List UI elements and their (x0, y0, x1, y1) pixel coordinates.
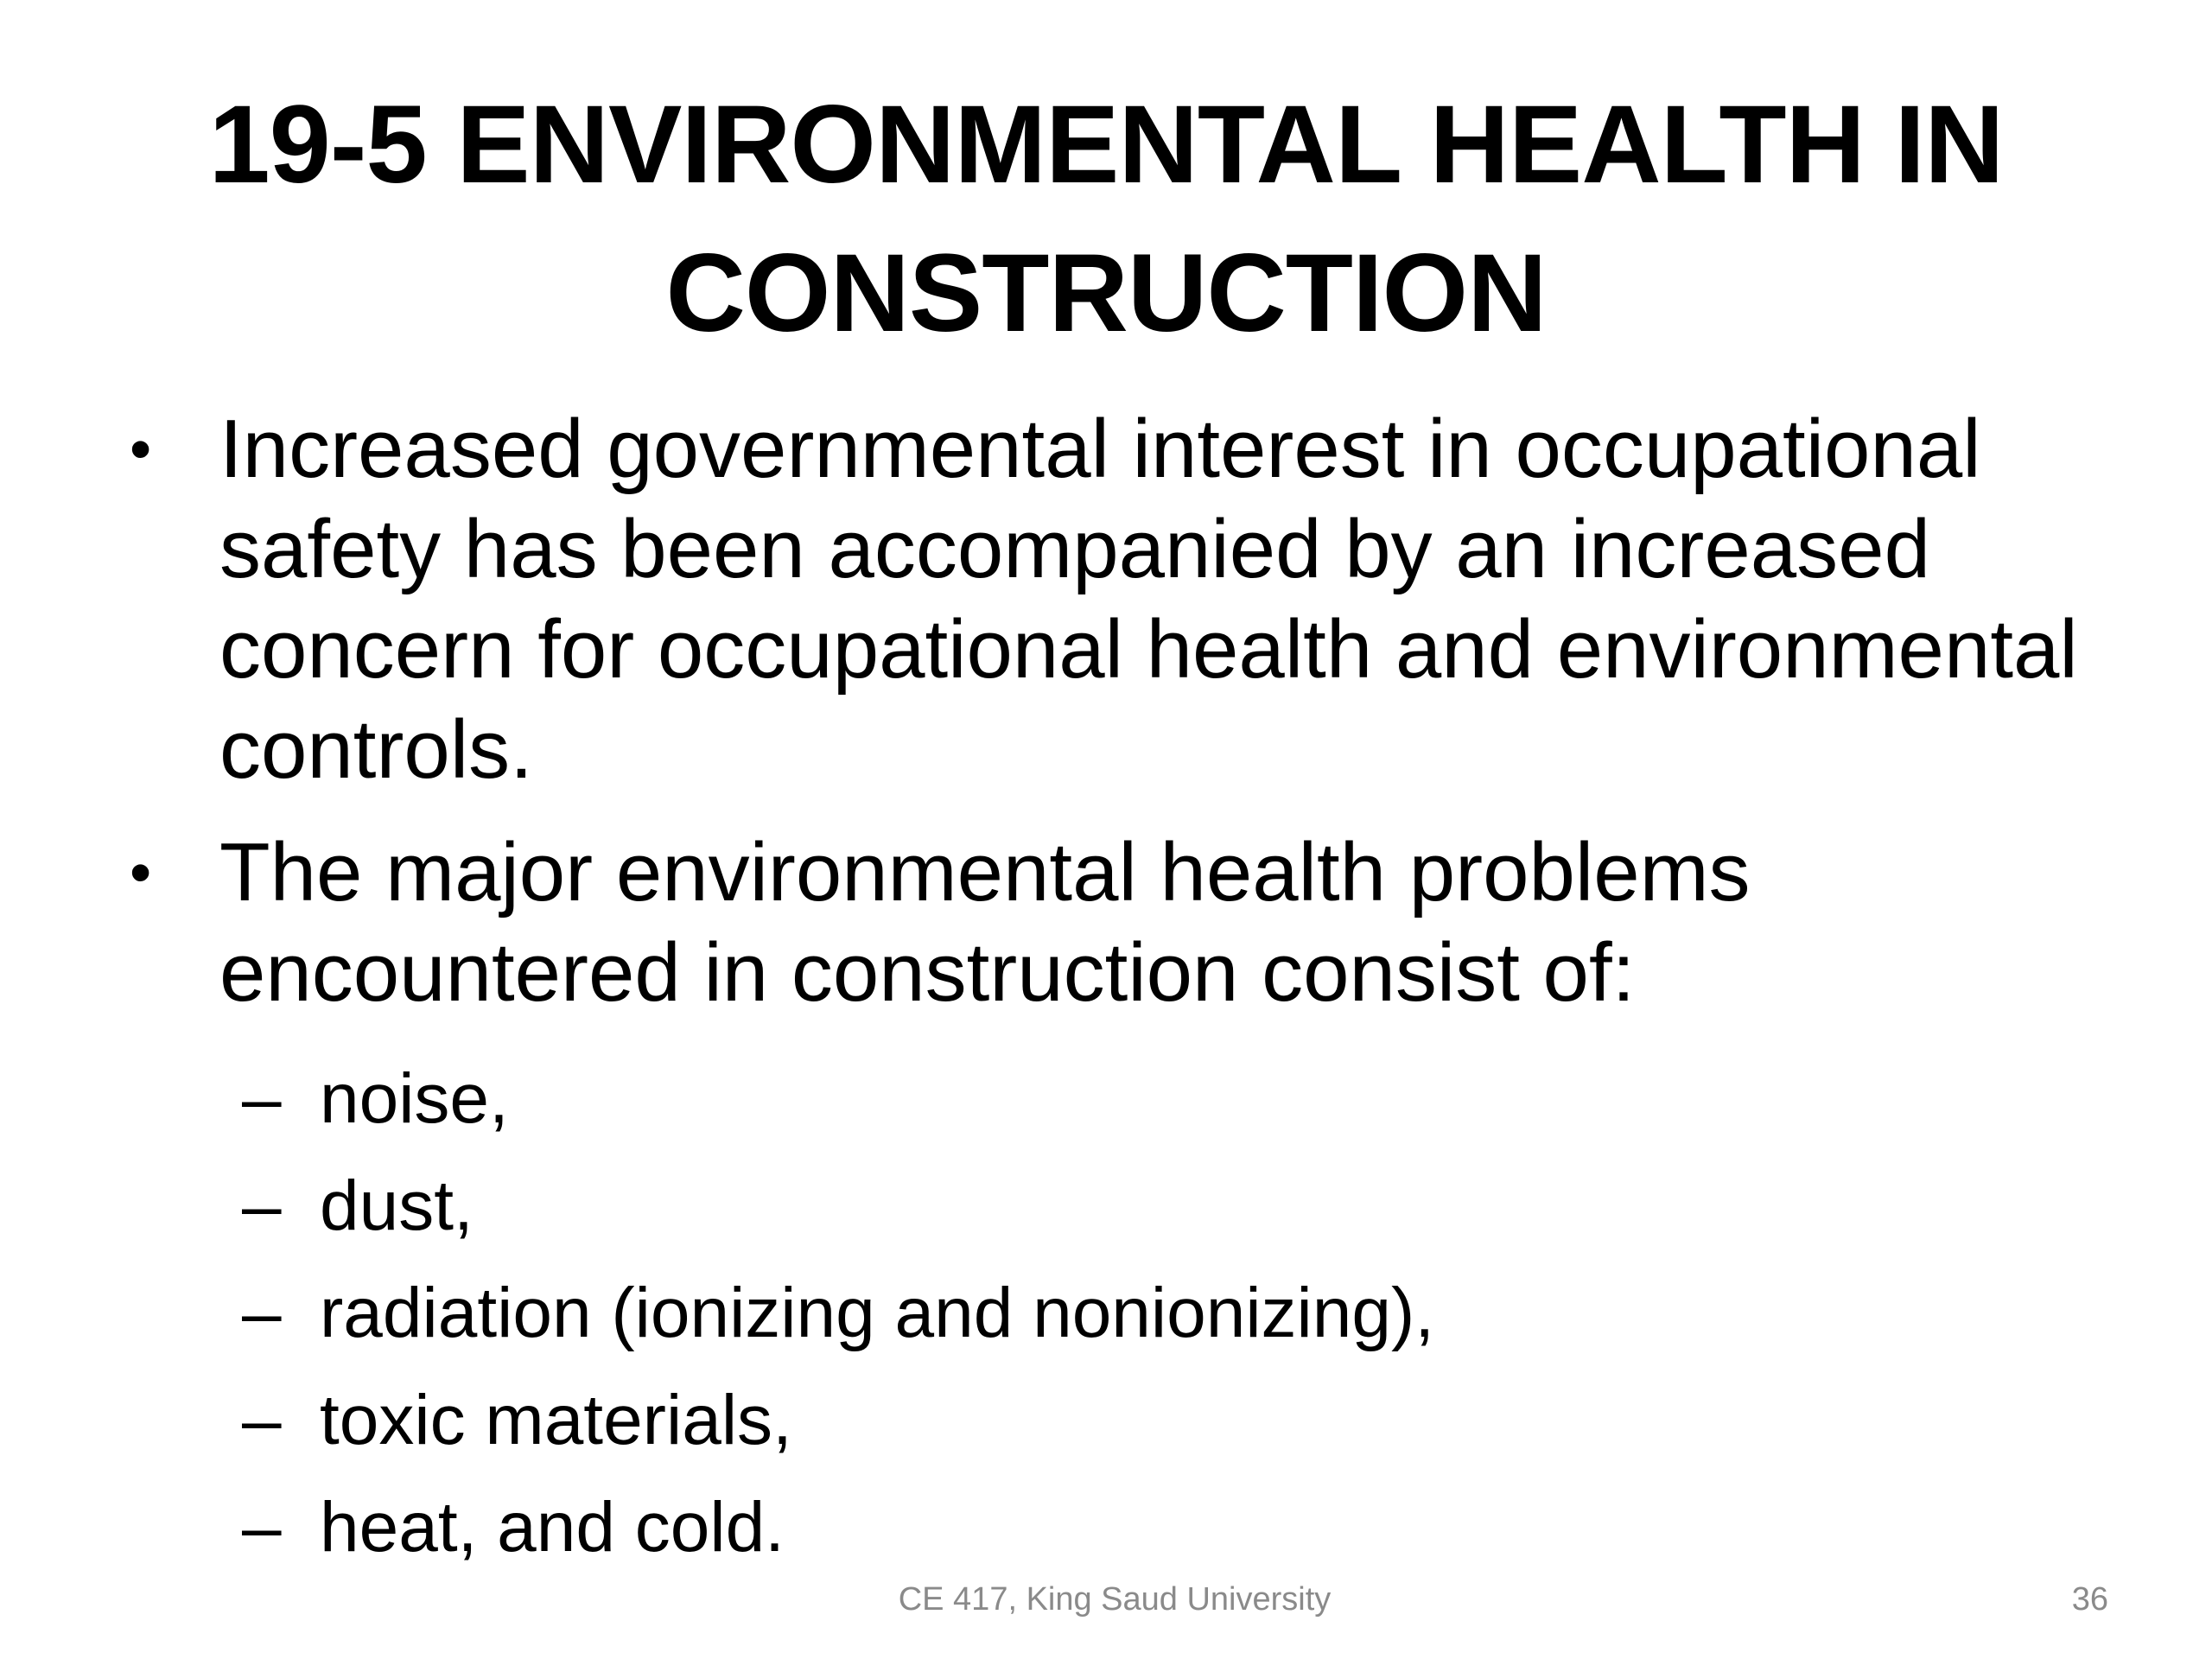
sub-bullet-item (242, 1153, 2117, 1260)
dash-marker: – (242, 1274, 282, 1352)
bullet-item (130, 823, 2117, 1023)
sub-bullet-item (242, 1260, 2117, 1367)
page-number: 36 (2071, 1581, 2108, 1618)
slide-title: 19-5 ENVIRONMENTAL HEALTH IN CONSTRUCTION (208, 83, 2004, 355)
sub-bullet-item (242, 1474, 2117, 1581)
dash-marker: – (242, 1166, 282, 1245)
sub-bullet-item (242, 1367, 2117, 1474)
sub-bullet-list (130, 1046, 2117, 1581)
bullet-text: The major environmental health problems encountered in construction consist of: (219, 826, 1751, 1019)
slide-content (130, 399, 2117, 1581)
bullet-marker: • (130, 838, 152, 907)
sub-bullet-text: heat, and cold. (320, 1488, 785, 1567)
dash-marker: – (242, 1381, 282, 1459)
sub-bullet-text: toxic materials, (320, 1381, 792, 1459)
dash-marker: – (242, 1488, 282, 1567)
bullet-item (130, 399, 2117, 800)
bullet-text: Increased governmental interest in occupational safety has been accompanied by an increased concern for occupational health and environmental controls. (219, 403, 2078, 796)
sub-bullet-text: dust, (320, 1166, 474, 1245)
slide-footer: CE 417, King Saud University (898, 1581, 1332, 1618)
sub-bullet-text: noise, (320, 1059, 509, 1138)
sub-bullet-item (242, 1046, 2117, 1153)
bullet-marker: • (130, 415, 152, 484)
sub-bullet-text: radiation (ionizing and nonionizing), (320, 1274, 1435, 1352)
dash-marker: – (242, 1059, 282, 1138)
